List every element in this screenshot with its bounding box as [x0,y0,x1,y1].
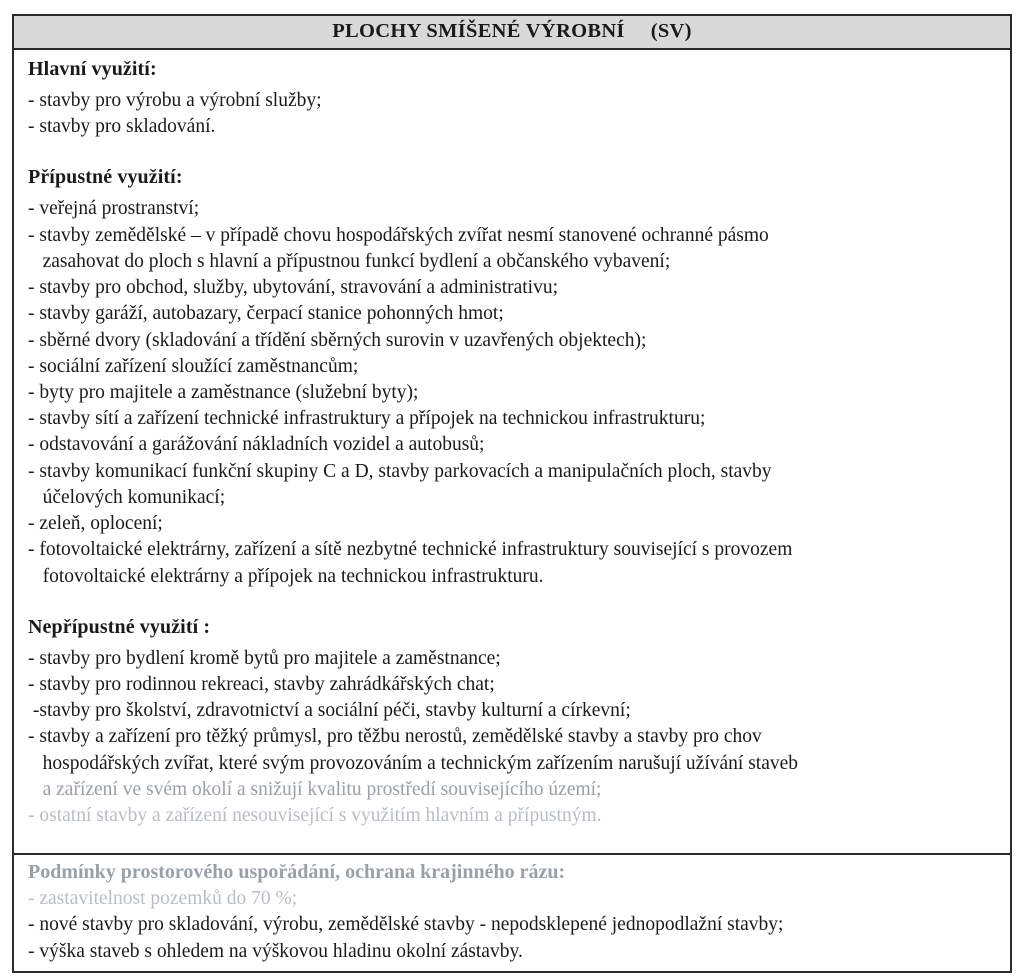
list-item-continuation: a zařízení ve svém okolí a snižují kvalitu prostředí souvisejícího území; [28,778,602,800]
list-item: - nové stavby pro skladování, výrobu, zemědělské stavby - nepodsklepené jednopodlažní stavby; [28,914,784,936]
list-item: - stavby garáží, autobazary, čerpací stanice pohonných hmot; [28,303,504,325]
list-item: - stavby zemědělské – v případě chovu hospodářských zvířat nesmí stanovené ochranné pásmo [28,224,769,246]
table-body [14,50,1010,853]
list-item: - stavby sítí a zařízení technické infrastruktury a přípojek na technickou infrastrukturu; [28,408,706,430]
list-item: -stavby pro školství, zdravotnictví a sociální péči, stavby kulturní a církevní; [28,700,631,722]
list-item: - stavby a zařízení pro těžký průmysl, pro těžbu nerostů, zemědělské stavby a stavby pro chov [28,726,762,748]
list-item: - sociální zařízení sloužící zaměstnancům; [28,355,359,377]
list-item: - stavby pro obchod, služby, ubytování, stravování a administrativu; [28,277,559,299]
section-pripustne-vyuziti [28,166,1000,589]
list-item-continuation: účelových komunikací; [28,486,226,508]
list-item: - stavby pro výrobu a výrobní služby; [28,90,322,111]
list-item: - ostatní stavby a zařízení nesouvisející s využitím hlavním a přípustným. [28,805,602,827]
list-item: - byty pro majitele a zaměstnance (služební byty); [28,381,419,403]
list-item: - zastavitelnost pozemků do 70 %; [28,888,298,910]
list-item-continuation: fotovoltaické elektrárny a přípojek na technickou infrastrukturu. [28,565,544,587]
table-header [14,16,1010,50]
section-title: Přípustné využití: [28,166,183,189]
list-item-continuation: zasahovat do ploch s hlavní a přípustnou funkcí bydlení a občanského vybavení; [28,250,671,272]
list-item: - výška staveb s ohledem na výškovou hladinu okolní zástavby. [28,940,523,962]
list-item: - odstavování a garážování nákladních vozidel a autobusů; [28,434,485,456]
section-hlavni-vyuziti [28,58,1000,140]
list-item: - veřejná prostranství; [28,198,200,220]
section-title: Nepřípustné využití : [28,615,211,638]
table-code: (SV) [650,20,692,42]
spacer [28,829,1000,843]
zoning-regulation-table [12,14,1012,973]
list-item: - zeleň, oplocení; [28,513,163,535]
list-item: - stavby pro skladování. [28,116,216,138]
list-item: - stavby pro bydlení kromě bytů pro majitele a zaměstnance; [28,647,501,669]
table-title: PLOCHY SMÍŠENÉ VÝROBNÍ [332,20,625,42]
list-item: - stavby pro rodinnou rekreaci, stavby zahrádkářských chat; [28,673,495,695]
table-footer [14,853,1010,971]
section-title: Hlavní využití: [28,58,157,80]
list-item: - fotovoltaické elektrárny, zařízení a sítě nezbytné technické infrastruktury související s provozem [28,539,793,561]
footer-title: Podmínky prostorového uspořádání, ochrana krajinného rázu: [28,861,566,884]
list-item: - stavby komunikací funkční skupiny C a D, stavby parkovacích a manipulačních ploch, stavby [28,460,772,482]
list-item-continuation: hospodářských zvířat, které svým provozováním a technickým zařízením narušují užívání staveb [28,752,799,774]
list-item: - sběrné dvory (skladování a třídění sběrných surovin v uzavřených objektech); [28,329,647,351]
section-nepripustne-vyuziti [28,616,1000,830]
